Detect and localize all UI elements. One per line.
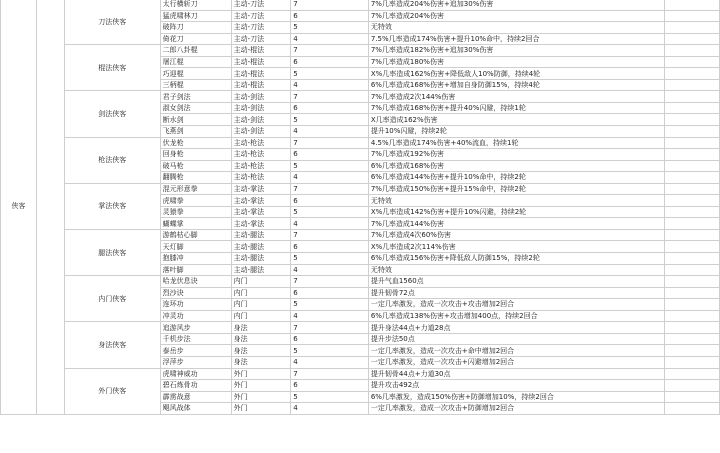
skill-level-cell: 6 (291, 380, 369, 392)
skill-type-cell: 内门 (231, 276, 291, 288)
skill-type-cell: 身法 (231, 333, 291, 345)
empty-cell (664, 322, 719, 334)
skill-effect-cell: 6%几率造成156%伤害+降低敌人防御15%，持续2轮 (368, 253, 664, 265)
skill-name-cell: 断水剑 (160, 114, 231, 126)
skill-type-cell: 主动-掌法 (231, 218, 291, 230)
group-name-cell: 棍法侠客 (64, 45, 160, 91)
table-row (1, 0, 720, 10)
empty-cell (664, 333, 719, 345)
skill-level-cell: 4 (291, 172, 369, 184)
skill-name-cell: 飓风战体 (160, 403, 231, 415)
skill-type-cell: 主动-剑法 (231, 102, 291, 114)
skill-effect-cell: 7%几率造成182%伤害+追加30%伤害 (368, 45, 664, 57)
group-name-cell: 外门侠客 (64, 368, 160, 414)
skill-effect-cell: 7%几率造成180%伤害 (368, 56, 664, 68)
skill-level-cell: 6 (291, 241, 369, 253)
skill-type-cell: 主动-刀法 (231, 22, 291, 34)
skill-type-cell: 主动-剑法 (231, 91, 291, 103)
skill-level-cell: 6 (291, 102, 369, 114)
empty-cell (664, 91, 719, 103)
skill-effect-cell: 无特效 (368, 22, 664, 34)
empty-cell (664, 102, 719, 114)
skill-level-cell: 6 (291, 10, 369, 22)
empty-cell (664, 172, 719, 184)
empty-cell (664, 68, 719, 80)
skill-name-cell: 连环功 (160, 299, 231, 311)
empty-cell (664, 195, 719, 207)
skill-level-cell: 5 (291, 345, 369, 357)
skill-effect-cell: 无特效 (368, 264, 664, 276)
skill-effect-cell: 提升10%闪避，持续2轮 (368, 126, 664, 138)
skill-effect-cell: 无特效 (368, 195, 664, 207)
table-row (1, 45, 720, 57)
skill-level-cell: 4 (291, 356, 369, 368)
skill-type-cell: 主动-掌法 (231, 206, 291, 218)
skill-type-cell: 主动-腿法 (231, 229, 291, 241)
skill-name-cell: 巧迎棍 (160, 68, 231, 80)
empty-cell (664, 0, 719, 10)
skill-name-cell: 淑女剑法 (160, 102, 231, 114)
empty-cell (664, 137, 719, 149)
skill-name-cell: 抱膝冲 (160, 253, 231, 265)
group-name-cell: 内门侠客 (64, 276, 160, 322)
skill-type-cell: 主动-腿法 (231, 241, 291, 253)
empty-cell (664, 241, 719, 253)
skill-name-cell: 落叶脚 (160, 264, 231, 276)
empty-cell (664, 45, 719, 57)
group-name-cell: 刀法侠客 (64, 0, 160, 45)
skill-name-cell: 天灯脚 (160, 241, 231, 253)
empty-cell (664, 22, 719, 34)
empty-cell (664, 79, 719, 91)
skill-effect-cell: 7.5%几率造成174%伤害+提升10%命中，持续2回合 (368, 33, 664, 45)
skill-type-cell: 主动-剑法 (231, 126, 291, 138)
skill-type-cell: 主动-腿法 (231, 253, 291, 265)
group-name-cell: 剑法侠客 (64, 91, 160, 137)
skill-name-cell: 猛虎啸林刀 (160, 10, 231, 22)
skill-type-cell: 主动-刀法 (231, 10, 291, 22)
skill-level-cell: 7 (291, 137, 369, 149)
skill-level-cell: 5 (291, 206, 369, 218)
skill-level-cell: 4 (291, 79, 369, 91)
skill-effect-cell: 提升气血1560点 (368, 276, 664, 288)
empty-cell (664, 276, 719, 288)
skill-type-cell: 主动-刀法 (231, 0, 291, 10)
skill-level-cell: 7 (291, 45, 369, 57)
table-row (1, 229, 720, 241)
skill-level-cell: 7 (291, 183, 369, 195)
skill-type-cell: 主动-剑法 (231, 114, 291, 126)
skill-name-cell: 混元形意拳 (160, 183, 231, 195)
skill-effect-cell: 提升韧骨44点+力道30点 (368, 368, 664, 380)
skill-name-cell: 倚花刀 (160, 33, 231, 45)
empty-cell (664, 149, 719, 161)
skill-effect-cell: 7%几率造成150%伤害+提升15%命中，持续2轮 (368, 183, 664, 195)
skill-effect-cell: 6%几率造成168%伤害+增加自身防御15%，持续4轮 (368, 79, 664, 91)
skill-effect-cell: 一定几率激发，造成一次攻击+命中增加2回合 (368, 345, 664, 357)
skill-type-cell: 内门 (231, 299, 291, 311)
empty-cell (664, 126, 719, 138)
skill-name-cell: 千机步法 (160, 333, 231, 345)
skill-name-cell: 伏龙枪 (160, 137, 231, 149)
skill-level-cell: 6 (291, 149, 369, 161)
skill-type-cell: 外门 (231, 380, 291, 392)
skill-effect-cell: 6%几率造成138%伤害+攻击增加400点，持续2回合 (368, 310, 664, 322)
skill-level-cell: 4 (291, 264, 369, 276)
skill-level-cell: 6 (291, 195, 369, 207)
skill-effect-cell: 4.5%几率造成174%伤害+40%流血，持续1轮 (368, 137, 664, 149)
table-row (1, 276, 720, 288)
skill-name-cell: 追游风步 (160, 322, 231, 334)
skill-name-cell: 破马枪 (160, 160, 231, 172)
skill-level-cell: 4 (291, 33, 369, 45)
skill-type-cell: 主动-棍法 (231, 45, 291, 57)
empty-cell (664, 114, 719, 126)
skill-level-cell: 5 (291, 22, 369, 34)
skill-type-cell: 主动-枪法 (231, 172, 291, 184)
skill-type-cell: 身法 (231, 345, 291, 357)
skill-level-cell: 5 (291, 114, 369, 126)
empty-cell (664, 229, 719, 241)
skill-type-cell: 外门 (231, 368, 291, 380)
skill-level-cell: 4 (291, 403, 369, 415)
skill-level-cell: 5 (291, 299, 369, 311)
skill-effect-cell: 6%几率造成168%伤害 (368, 160, 664, 172)
skill-level-cell: 6 (291, 287, 369, 299)
skill-type-cell: 主动-枪法 (231, 137, 291, 149)
skill-type-cell: 外门 (231, 391, 291, 403)
skill-effect-cell: 提升步法50点 (368, 333, 664, 345)
skill-effect-cell: 一定几率激发，造成一次攻击+闪避增加2回合 (368, 356, 664, 368)
skill-effect-cell: 6%几率激发，造成150%伤害+防御增加10%，持续2回合 (368, 391, 664, 403)
skill-effect-cell: 7%几率造成168%伤害+提升40%闪避，持续1轮 (368, 102, 664, 114)
skill-type-cell: 主动-掌法 (231, 195, 291, 207)
group-name-cell: 腿法侠客 (64, 229, 160, 275)
empty-cell (664, 345, 719, 357)
skill-name-cell: 屠江棍 (160, 56, 231, 68)
table-row (1, 137, 720, 149)
empty-cell (664, 218, 719, 230)
skill-effect-cell: 7%几率造成192%伤害 (368, 149, 664, 161)
skill-type-cell: 主动-腿法 (231, 264, 291, 276)
skill-effect-cell: X%几率造成142%伤害+提升10%闪避，持续2轮 (368, 206, 664, 218)
skill-effect-cell: 7%几率造成144%伤害 (368, 218, 664, 230)
skill-effect-cell: 提升攻击492点 (368, 380, 664, 392)
skill-type-cell: 内门 (231, 310, 291, 322)
skill-level-cell: 6 (291, 56, 369, 68)
skill-type-cell: 主动-刀法 (231, 33, 291, 45)
skill-effect-cell: 一定几率激发，造成一次攻击+防御增加2回合 (368, 403, 664, 415)
empty-cell (664, 10, 719, 22)
skill-level-cell: 4 (291, 310, 369, 322)
skill-type-cell: 内门 (231, 287, 291, 299)
skill-effect-cell: X%几率造成162%伤害+降低敌人10%防御，持续4轮 (368, 68, 664, 80)
empty-cell (664, 403, 719, 415)
skill-name-cell: 烈沙诀 (160, 287, 231, 299)
skill-effect-cell: 7%几率造成2次144%伤害 (368, 91, 664, 103)
group-name-cell: 掌法侠客 (64, 183, 160, 229)
skill-name-cell: 虎啸拳 (160, 195, 231, 207)
skill-type-cell: 身法 (231, 322, 291, 334)
skill-name-cell: 太行横斩刀 (160, 0, 231, 10)
empty-cell (664, 160, 719, 172)
skill-level-cell: 6 (291, 333, 369, 345)
empty-cell (664, 356, 719, 368)
skill-level-cell: 5 (291, 68, 369, 80)
empty-cell (664, 264, 719, 276)
skill-type-cell: 主动-枪法 (231, 149, 291, 161)
empty-cell (664, 380, 719, 392)
empty-cell (664, 206, 719, 218)
skill-type-cell: 主动-掌法 (231, 183, 291, 195)
skill-effect-cell: X%几率造成2次114%伤害 (368, 241, 664, 253)
skill-type-cell: 主动-棍法 (231, 56, 291, 68)
skill-effect-cell: 7%几率造成204%伤害 (368, 10, 664, 22)
skill-effect-cell: X几率造成162%伤害 (368, 114, 664, 126)
skill-name-cell: 哈龙伏息诀 (160, 276, 231, 288)
skill-name-cell: 君子剑法 (160, 91, 231, 103)
table-row (1, 183, 720, 195)
empty-cell (664, 56, 719, 68)
empty-cell (664, 183, 719, 195)
skill-name-cell: 灵猿拳 (160, 206, 231, 218)
skill-level-cell: 7 (291, 276, 369, 288)
skill-type-cell: 外门 (231, 403, 291, 415)
skill-level-cell: 7 (291, 229, 369, 241)
empty-cell (664, 253, 719, 265)
skill-type-cell: 主动-棍法 (231, 68, 291, 80)
skill-name-cell: 二郎八卦棍 (160, 45, 231, 57)
skill-level-cell: 7 (291, 91, 369, 103)
skill-level-cell: 7 (291, 322, 369, 334)
empty-cell (664, 33, 719, 45)
skill-name-cell: 回身枪 (160, 149, 231, 161)
skill-name-cell: 翻腾枪 (160, 172, 231, 184)
skill-level-cell: 7 (291, 368, 369, 380)
empty-cell (664, 310, 719, 322)
skill-level-cell: 5 (291, 253, 369, 265)
skill-type-cell: 主动-棍法 (231, 79, 291, 91)
skill-name-cell: 浮萍步 (160, 356, 231, 368)
skill-type-cell: 主动-枪法 (231, 160, 291, 172)
skill-level-cell: 5 (291, 160, 369, 172)
skill-effect-cell: 7%几率造成4次60%伤害 (368, 229, 664, 241)
skill-name-cell: 虎啸神威功 (160, 368, 231, 380)
skill-name-cell: 三柄棍 (160, 79, 231, 91)
table-row (1, 368, 720, 380)
skill-effect-cell: 提升身法44点+力道28点 (368, 322, 664, 334)
skill-level-cell: 4 (291, 218, 369, 230)
skill-effect-cell: 6%几率造成144%伤害+提升10%命中，持续2轮 (368, 172, 664, 184)
empty-cell (37, 0, 65, 414)
skill-name-cell: 冲灵功 (160, 310, 231, 322)
empty-cell (664, 391, 719, 403)
skill-effect-cell: 一定几率激发，造成一次攻击+攻击增加2回合 (368, 299, 664, 311)
skill-effect-cell: 提升韧骨72点 (368, 287, 664, 299)
skill-type-cell: 身法 (231, 356, 291, 368)
category-cell: 侠客 (1, 0, 37, 414)
skill-name-cell: 泰岳步 (160, 345, 231, 357)
skill-name-cell: 碧石炼骨功 (160, 380, 231, 392)
table-body (1, 0, 720, 414)
skill-level-cell: 7 (291, 0, 369, 10)
skill-name-cell: 蝴蝶掌 (160, 218, 231, 230)
skill-level-cell: 5 (291, 391, 369, 403)
skill-level-cell: 4 (291, 126, 369, 138)
group-name-cell: 枪法侠客 (64, 137, 160, 183)
skill-effect-cell: 7%几率造成204%伤害+追加30%伤害 (368, 0, 664, 10)
skill-name-cell: 霹雳战意 (160, 391, 231, 403)
empty-cell (664, 287, 719, 299)
skill-name-cell: 飞燕剑 (160, 126, 231, 138)
table-row (1, 322, 720, 334)
table-row (1, 91, 720, 103)
group-name-cell: 身法侠客 (64, 322, 160, 368)
skill-name-cell: 游鹤枯心脚 (160, 229, 231, 241)
skill-name-cell: 破阵刀 (160, 22, 231, 34)
empty-cell (664, 299, 719, 311)
empty-cell (664, 368, 719, 380)
